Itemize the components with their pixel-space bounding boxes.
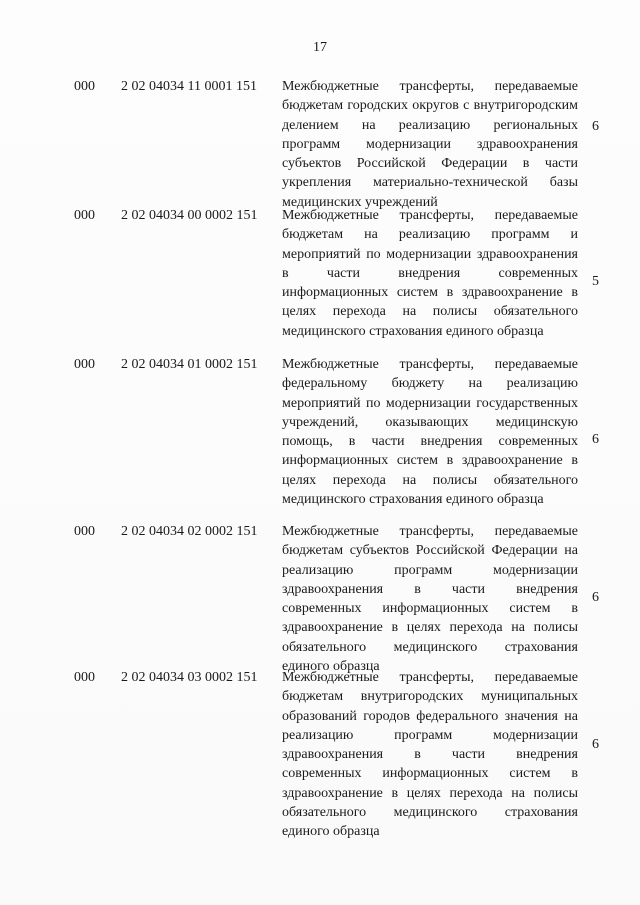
budget-classification-code: 2 02 04034 03 0002 151 (121, 670, 258, 685)
budget-classification-code: 2 02 04034 01 0002 151 (121, 357, 258, 372)
admin-code: 000 (74, 208, 95, 223)
entry-description: Межбюджетные трансферты, передаваемые бюджетам внутригородских муниципальных образований городов федерального значения на реализацию программ модернизации здравоохранения в части внедрения современных информационных систем в здравоохранение в целях перехода на полисы обязательного медицинского страхования единого образца (282, 670, 578, 840)
entry-amount: 6 (592, 119, 599, 134)
entry-amount: 6 (592, 737, 599, 752)
entry-description: Межбюджетные трансферты, передаваемые бюджетам субъектов Российской Федерации на реализацию программ модернизации здравоохранения в части внедрения современных информационных систем в здравоохранение в целях перехода на полисы обязательного медицинского страхования единого образца (282, 524, 578, 675)
entry-amount: 6 (592, 432, 599, 447)
budget-classification-code: 2 02 04034 02 0002 151 (121, 524, 258, 539)
entry-description: Межбюджетные трансферты, передаваемые бюджетам городских округов с внутригородским делением на реализацию региональных программ модернизации здравоохранения субъектов Российской Федерации в части укрепления материально-технической базы медицинских учреждений (282, 79, 578, 210)
page-number: 17 (313, 40, 327, 55)
entry-description: Межбюджетные трансферты, передаваемые федеральному бюджету на реализацию мероприятий по модернизации государственных учреждений, оказывающих медицинскую помощь, в части внедрения современных информационных систем в здравоохранение в целях перехода на полисы обязательного медицинского страхования единого образца (282, 357, 578, 508)
admin-code: 000 (74, 357, 95, 372)
admin-code: 000 (74, 670, 95, 685)
admin-code: 000 (74, 79, 95, 94)
admin-code: 000 (74, 524, 95, 539)
entry-description: Межбюджетные трансферты, передаваемые бюджетам на реализацию программ и мероприятий по модернизации здравоохранения в части внедрения современных информационных систем в здравоохранение в целях перехода на полисы обязательного медицинского страхования единого образца (282, 208, 578, 339)
budget-classification-code: 2 02 04034 11 0001 151 (121, 79, 257, 94)
budget-classification-code: 2 02 04034 00 0002 151 (121, 208, 258, 223)
entry-amount: 5 (592, 274, 599, 289)
entry-amount: 6 (592, 590, 599, 605)
